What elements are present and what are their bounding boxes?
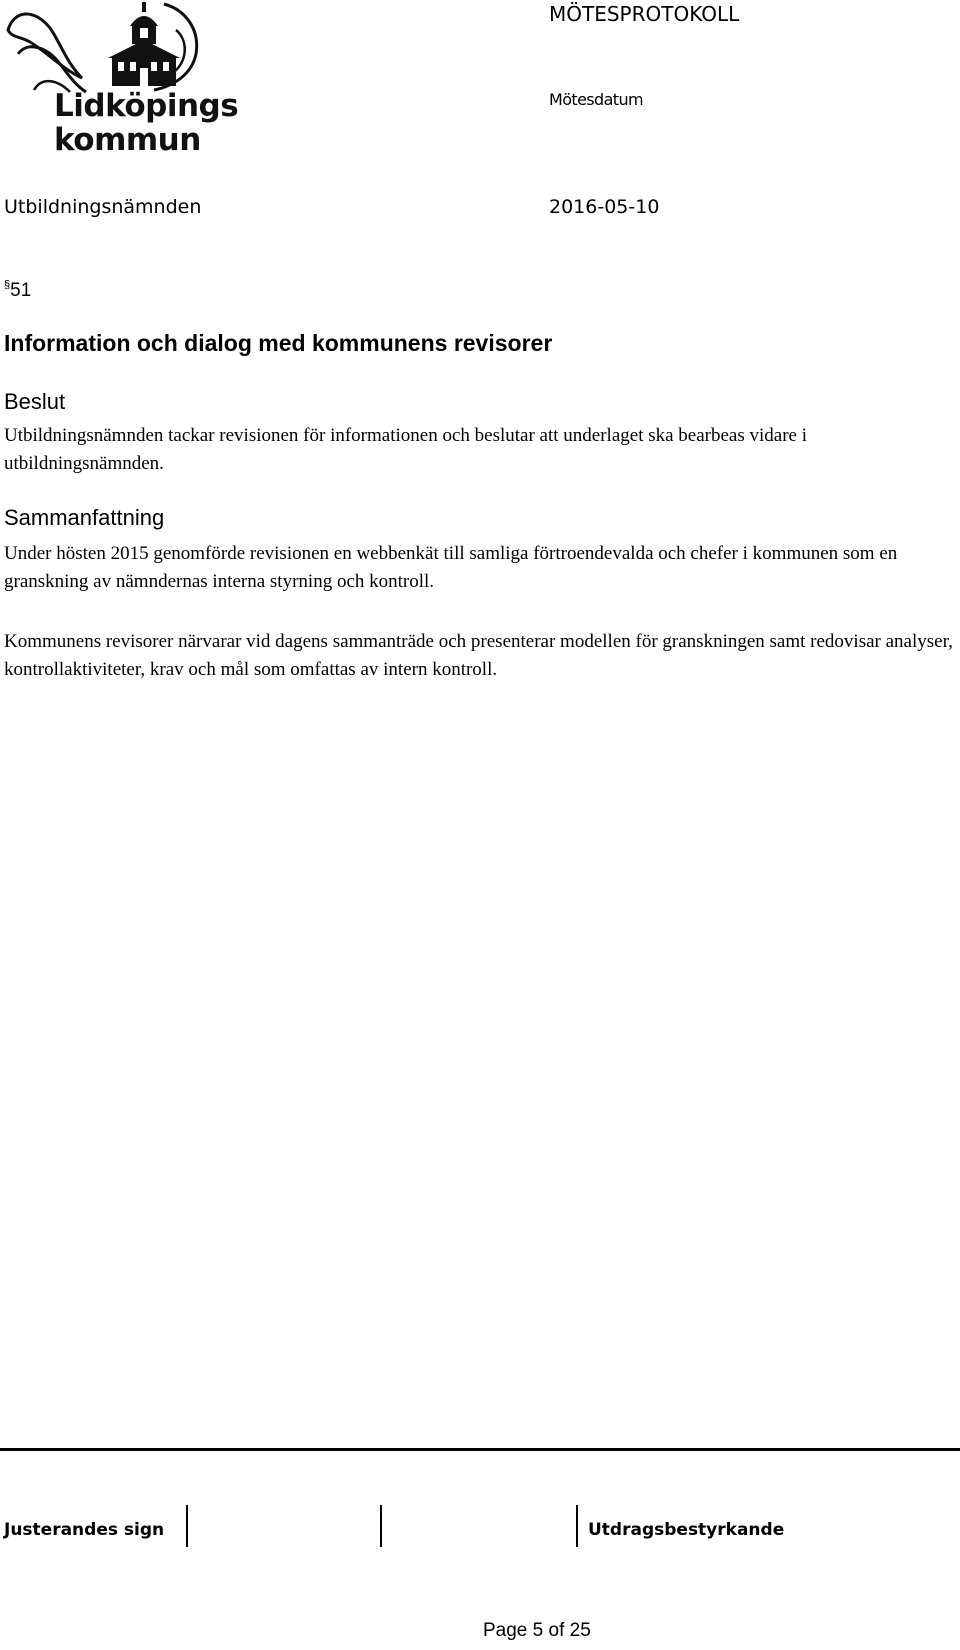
utdragsbestyrkande-label: Utdragsbestyrkande	[588, 1520, 785, 1540]
signature-box-divider	[380, 1505, 382, 1547]
committee-name: Utbildningsnämnden	[4, 196, 202, 218]
municipality-logo	[4, 0, 239, 165]
section-symbol: §	[4, 279, 11, 291]
summary-paragraph-2: Kommunens revisorer närvarar vid dagens sammanträde och presenterar modellen för granskningen samt redovisar analyser, kontrollaktiviteter, krav och mål som omfattas av intern kontroll.	[4, 631, 953, 680]
logo-emblem-icon	[4, 0, 214, 100]
section-title: Information och dialog med kommunens revisorer	[4, 330, 553, 356]
signature-box-divider	[576, 1505, 578, 1547]
section-number	[4, 279, 31, 302]
meeting-date-label: Mötesdatum	[549, 90, 644, 109]
section-number-value: 51	[10, 280, 32, 301]
meeting-date: 2016-05-10	[549, 196, 660, 218]
page-number: Page 5 of 25	[483, 1620, 591, 1641]
logo-text-line2: kommun	[54, 122, 201, 158]
signature-box-divider	[186, 1505, 188, 1547]
logo-text-line1: Lidköpings	[54, 88, 239, 124]
summary-heading: Sammanfattning	[4, 505, 165, 530]
summary-paragraph-1: Under hösten 2015 genomförde revisionen en webbenkät till samliga förtroendevalda och chefer i kommunen som en granskning av nämndernas interna styrning och kontroll.	[4, 543, 898, 592]
decision-text: Utbildningsnämnden tackar revisionen för informationen och beslutar att underlaget ska bearbeas vidare i utbildningsnämnden.	[4, 425, 808, 474]
justerande-sign-label: Justerandes sign	[4, 1520, 165, 1540]
document-type: MÖTESPROTOKOLL	[549, 2, 740, 26]
decision-heading: Beslut	[4, 389, 66, 414]
footer-divider	[0, 1448, 960, 1451]
